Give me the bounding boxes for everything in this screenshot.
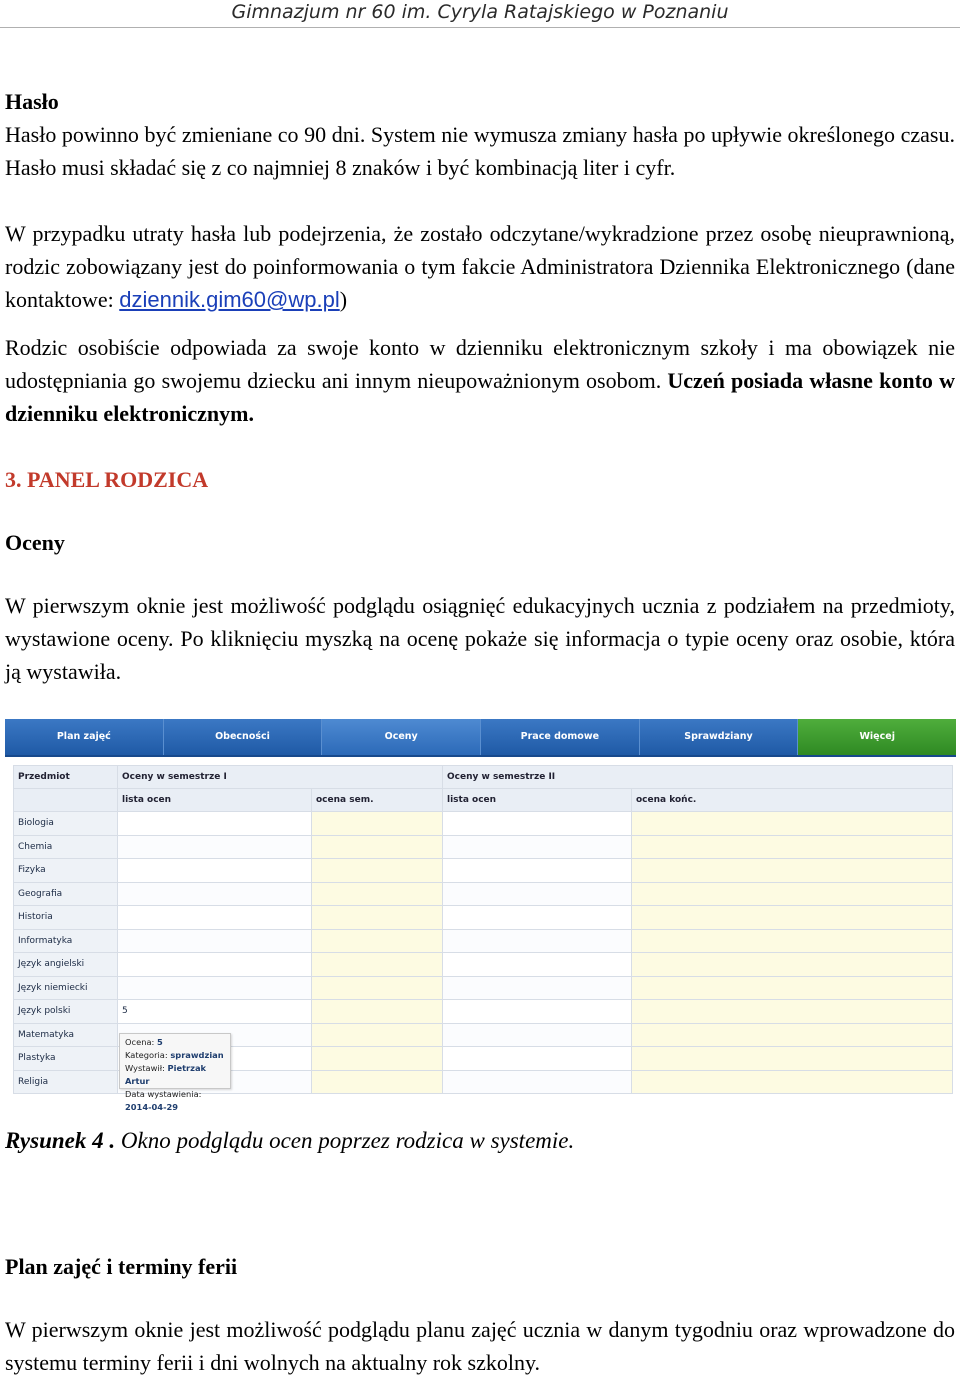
password-paragraph-1: Hasło powinno być zmieniane co 90 dni. System nie wymusza zmiany hasła po upływie określonego czasu. Hasło musi składać się z co najmniej 8 znaków i być kombinacją liter i cyfr. — [5, 122, 955, 180]
tooltip-label: Kategoria: — [125, 1050, 168, 1060]
grades-cell — [632, 1047, 953, 1071]
tooltip-label: Wystawił: — [125, 1063, 165, 1073]
tooltip-line-teacher — [125, 1062, 225, 1088]
table-row — [14, 929, 953, 953]
grades-cell — [312, 929, 443, 953]
grades-cell — [443, 835, 632, 859]
table-header-row — [14, 766, 953, 789]
nav-oceny[interactable]: Oceny — [322, 719, 481, 755]
table-row — [14, 835, 953, 859]
grades-cell — [118, 929, 312, 953]
header-final-1: ocena sem. — [312, 789, 443, 812]
subject-cell: Fizyka — [14, 859, 118, 883]
subject-cell: Język polski — [14, 1000, 118, 1024]
tooltip-label: Ocena: — [125, 1037, 155, 1047]
subject-cell: Matematyka — [14, 1023, 118, 1047]
page-header: Gimnazjum nr 60 im. Cyryla Ratajskiego w Poznaniu — [231, 1, 729, 23]
header-semester-2: Oceny w semestrze II — [443, 766, 953, 789]
table-row — [14, 906, 953, 930]
header-list-2: lista ocen — [443, 789, 632, 812]
grades-cell — [632, 812, 953, 836]
grades-cell — [632, 929, 953, 953]
header-semester-1: Oceny w semestrze I — [118, 766, 443, 789]
figure-label: Rysunek 4 . — [5, 1128, 116, 1153]
grades-cell — [118, 906, 312, 930]
header-divider — [0, 27, 960, 28]
grades-cell — [443, 976, 632, 1000]
password-heading: Hasło — [5, 89, 59, 114]
grades-cell — [632, 953, 953, 977]
grades-cell — [443, 1000, 632, 1024]
nav-sprawdziany[interactable]: Sprawdziany — [640, 719, 799, 755]
grades-cell — [118, 812, 312, 836]
grades-cell — [443, 929, 632, 953]
password-paragraph-2 — [5, 217, 955, 316]
grades-heading: Oceny — [5, 530, 65, 555]
password-paragraph-2-end: ) — [339, 287, 348, 312]
subject-cell: Język angielski — [14, 953, 118, 977]
subject-cell: Religia — [14, 1070, 118, 1094]
subject-cell: Biologia — [14, 812, 118, 836]
grades-cell — [312, 1047, 443, 1071]
grades-cell — [632, 859, 953, 883]
table-row — [14, 882, 953, 906]
grades-cell — [312, 1023, 443, 1047]
nav-bar — [5, 719, 956, 757]
grades-cell — [312, 859, 443, 883]
table-row — [14, 976, 953, 1000]
table-row — [14, 812, 953, 836]
grades-cell — [312, 953, 443, 977]
figure-caption — [5, 1125, 574, 1157]
table-row — [14, 859, 953, 883]
tooltip-value: sprawdzian — [170, 1050, 224, 1060]
schedule-heading: Plan zajęć i terminy ferii — [5, 1254, 238, 1279]
grades-cell — [118, 882, 312, 906]
table-subheader-row — [14, 789, 953, 812]
subject-cell: Plastyka — [14, 1047, 118, 1071]
tooltip-value: Pietrzak Artur — [125, 1063, 207, 1086]
grades-cell — [443, 1070, 632, 1094]
grades-paragraph: W pierwszym oknie jest możliwość podglądu osiągnięć edukacyjnych ucznia z podziałem na przedmioty, wystawione oceny. Po kliknięciu myszką na ocenę pokaże się informacja o typie oceny oraz osobie, która ją wystawiła. — [5, 593, 955, 684]
subject-cell: Chemia — [14, 835, 118, 859]
grades-cell — [312, 882, 443, 906]
subject-cell: Język niemiecki — [14, 976, 118, 1000]
grades-cell — [632, 835, 953, 859]
grade-value[interactable]: 5 — [118, 1000, 312, 1024]
grades-cell — [443, 906, 632, 930]
grades-cell — [118, 976, 312, 1000]
table-row — [14, 953, 953, 977]
section-title-panel: 3. PANEL RODZICA — [5, 467, 209, 492]
tooltip-value: 5 — [156, 1037, 163, 1047]
grades-cell — [632, 1070, 953, 1094]
grades-cell — [312, 812, 443, 836]
grades-cell — [632, 1000, 953, 1024]
nav-plan-zajec[interactable]: Plan zajęć — [5, 719, 164, 755]
subject-cell: Geografia — [14, 882, 118, 906]
tooltip-line-grade — [125, 1036, 225, 1049]
grade-tooltip — [119, 1033, 231, 1112]
grades-cell — [443, 812, 632, 836]
tooltip-line-date — [125, 1088, 225, 1114]
grades-cell — [632, 1023, 953, 1047]
subject-cell: Informatyka — [14, 929, 118, 953]
tooltip-value: 2014-04-29 — [125, 1102, 179, 1112]
password-paragraph-3 — [5, 331, 955, 430]
grades-cell — [312, 1070, 443, 1094]
header-subject: Przedmiot — [14, 766, 118, 789]
grades-cell — [118, 859, 312, 883]
grades-cell — [312, 835, 443, 859]
header-list-1: lista ocen — [118, 789, 312, 812]
grades-cell — [632, 976, 953, 1000]
password-paragraph-3-text: Rodzic osobiście odpowiada za swoje konto w dzienniku elektronicznym szkoły i ma obowiązek nie udostępniania go swojemu dziecku ani innym nieupoważnionym osobom. — [5, 335, 955, 393]
nav-wiecej[interactable]: Więcej — [798, 719, 956, 755]
tooltip-line-category — [125, 1049, 225, 1062]
grades-cell — [632, 882, 953, 906]
header-final-2: ocena końc. — [632, 789, 953, 812]
schedule-paragraph: W pierwszym oknie jest możliwość podglądu planu zajęć ucznia w danym tygodniu oraz wprowadzone do systemu terminy ferii i dni wolnych na aktualny rok szkolny. — [5, 1317, 955, 1375]
grades-cell — [312, 1000, 443, 1024]
grades-cell — [443, 1023, 632, 1047]
grades-cell — [443, 1047, 632, 1071]
grades-cell — [443, 953, 632, 977]
password-paragraph-2-text: W przypadku utraty hasła lub podejrzenia, że zostało odczytane/wykradzione przez osobę nieuprawnioną, rodzic zobowiązany jest do poinformowania o tym fakcie Administratora Dziennika Elektronicznego (dane kontaktowe: — [5, 221, 955, 312]
nav-prace-domowe[interactable]: Prace domowe — [481, 719, 640, 755]
table-row — [14, 1000, 953, 1024]
student-account-note: Uczeń posiada własne konto w dzienniku elektronicznym. — [5, 368, 955, 426]
grades-cell — [632, 906, 953, 930]
subject-cell: Historia — [14, 906, 118, 930]
grades-cell — [118, 835, 312, 859]
grades-screenshot — [5, 719, 956, 1112]
grades-cell — [443, 882, 632, 906]
admin-email-link[interactable]: dziennik.gim60@wp.pl — [119, 287, 340, 312]
grades-cell — [118, 953, 312, 977]
nav-obecnosci[interactable]: Obecności — [164, 719, 323, 755]
grades-cell — [443, 859, 632, 883]
grades-cell — [312, 976, 443, 1000]
grades-cell — [312, 906, 443, 930]
figure-caption-text: Okno podglądu ocen poprzez rodzica w systemie. — [115, 1128, 575, 1153]
header-empty — [14, 789, 118, 812]
tooltip-label: Data wystawienia: — [125, 1089, 202, 1099]
